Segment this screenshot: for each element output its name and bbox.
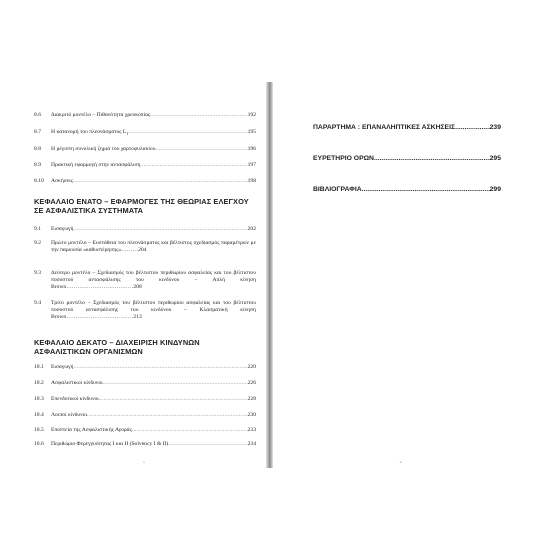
leader-dots xyxy=(87,412,248,419)
entry-number: 8.10 xyxy=(34,178,44,184)
entry-title: Περιθώριο Φερεγγυότητας I και II (Solvency I & II) xyxy=(51,441,169,447)
entry-title: Εισαγωγή xyxy=(51,226,74,232)
entry-page: 198 xyxy=(247,178,256,184)
entry-page: 208 xyxy=(133,284,142,290)
leader-dots xyxy=(73,226,247,233)
entry-title: Ασφαλιστικοί κίνδυνοι xyxy=(51,380,103,386)
toc-entry-10-4 xyxy=(34,412,256,419)
toc-entry-10-1 xyxy=(34,364,256,371)
entry-page: 192 xyxy=(247,112,256,118)
leader-dots xyxy=(362,186,490,194)
entry-title xyxy=(51,129,128,137)
leader-dots xyxy=(374,155,490,163)
entry-number: 8.8 xyxy=(34,146,41,152)
entry-page: 220 xyxy=(247,364,256,370)
entry-page: 234 xyxy=(247,441,256,447)
toc-entry-10-3 xyxy=(34,396,256,403)
leader-dots xyxy=(455,124,490,132)
entry-page: 230 xyxy=(247,412,256,418)
chapter-9-heading: ΚΕΦΑΛΑΙΟ ΕΝΑΤΟ – ΕΦΑΡΜΟΓΕΣ ΤΗΣ ΘΕΩΡΙΑΣ ΕΛΕΓΧΟΥ ΣΕ ΑΣΦΑΛΙΣΤΙΚΑ ΣΥΣΤΗΜΑΤΑ xyxy=(34,197,249,215)
leader-dots xyxy=(140,162,247,169)
entry-page: 226 xyxy=(247,380,256,386)
entry-number: 8.6 xyxy=(34,112,41,118)
entry-page: 213 xyxy=(133,314,142,320)
leader-dots xyxy=(155,146,247,153)
entry-page: 299 xyxy=(489,186,501,193)
book-gutter xyxy=(266,82,273,468)
toc-entry-9-4 xyxy=(34,300,256,321)
leader-dots xyxy=(150,112,247,119)
entry-number: 10.4 xyxy=(34,412,44,418)
entry-page: 239 xyxy=(489,124,501,131)
entry-number: 8.7 xyxy=(34,129,41,135)
toc-entry-9-1 xyxy=(34,226,256,233)
right-page xyxy=(273,82,529,468)
entry-title: Η μέγιστη συνολική ζημιά του χαρτοφυλακίου xyxy=(51,146,156,152)
toc-entry-9-2 xyxy=(34,240,256,254)
entry-title: Πρώτο μοντέλο – Ευστάθεια του πλεονάσματος και βέλτιστος σχεδιασμός παραμέτρων με την παρουσία «καθυστέρησης»………204 xyxy=(51,240,256,253)
toc-entry-10-6 xyxy=(34,441,256,448)
entry-page: 197 xyxy=(247,162,256,168)
entry-title-text: Δεύτερο μοντέλο – Σχεδιασμός του βέλτιστου περιθωρίου ασφαλείας και του βέλτιστου ποσοστού αντασφάλισης του κινδύνου – Απλή κίνηση Brown xyxy=(51,270,256,290)
toc-entry-8-8 xyxy=(34,146,256,153)
entry-title: Πρακτική εφαρμογή στην αντασφάλιση xyxy=(51,162,141,168)
entry-title: Διακριτό μοντέλο – Πιθανότητα χρεοκοπίας xyxy=(51,112,151,118)
entry-number: 10.5 xyxy=(34,427,44,433)
entry-title: ΒΙΒΛΙΟΓΡΑΦΙΑ xyxy=(313,186,362,193)
entry-title: Ασκήσεις xyxy=(51,178,73,184)
entry-page: 196 xyxy=(247,146,256,152)
entry-page: 295 xyxy=(489,155,501,162)
entry-page: 202 xyxy=(247,226,256,232)
entry-title: Λοιποί κίνδυνοι xyxy=(51,412,87,418)
page-number: xi xyxy=(399,460,403,464)
entry-page: 233 xyxy=(247,427,256,433)
entry-title: Δεύτερο μοντέλο – Σχεδιασμός του βέλτιστου περιθωρίου ασφαλείας και του βέλτιστου ποσοστού αντασφάλισης του κινδύνου – Απλή κίνηση Brown………………………………208 xyxy=(51,270,256,290)
entry-title: Επενδυτικοί κίνδυνοι xyxy=(51,396,99,402)
toc-entry-appendix xyxy=(313,124,501,132)
entry-subscript: 1 xyxy=(126,131,129,137)
entry-title: ΠΑΡΑΡΤΗΜΑ : ΕΠΑΝΑΛΗΠΤΙΚΕΣ ΑΣΚΗΣΕΙΣ xyxy=(313,124,456,131)
entry-number: 9.3 xyxy=(34,270,41,276)
entry-number: 9.1 xyxy=(34,226,41,232)
toc-entry-10-5 xyxy=(34,427,256,434)
entry-title-text: Η κατανομή του πλεονάσματος L xyxy=(51,129,127,135)
entry-title: Τρίτο μοντέλο – Σχεδιασμός του βέλτιστου περιθωρίου ασφαλείας και του βέλτιστου ποσοστού αντασφάλισης του κινδύνου – Κλασματική κίνηση Brown………………………………213 xyxy=(51,300,256,320)
entry-page: 204 xyxy=(138,247,147,253)
leader-dots xyxy=(168,441,247,448)
toc-entry-8-6 xyxy=(34,112,256,119)
entry-number: 9.4 xyxy=(34,300,41,306)
entry-title-text: Πρώτο μοντέλο – Ευστάθεια του πλεονάσματος και βέλτιστος σχεδιασμός παραμέτρων με την παρουσία «καθυστέρησης» xyxy=(51,240,256,253)
leader-dots xyxy=(73,178,248,185)
entry-number: 10.6 xyxy=(34,441,44,447)
toc-entry-index xyxy=(313,155,501,163)
leader-dots xyxy=(132,427,248,434)
toc-entry-8-7 xyxy=(34,129,256,137)
leader-dots xyxy=(99,396,248,403)
leader-dots xyxy=(103,380,248,387)
entry-title: Εποπτεία της Ασφαλιστικής Αγοράς xyxy=(51,427,132,433)
entry-title: ΕΥΡΕΤΗΡΙΟ ΟΡΩΝ xyxy=(313,155,374,162)
toc-entry-8-10 xyxy=(34,178,256,185)
entry-title-text: Τρίτο μοντέλο – Σχεδιασμός του βέλτιστου περιθωρίου ασφαλείας και του βέλτιστου ποσοστού αντασφάλισης του κινδύνου – Κλασματική κίνηση Brown xyxy=(51,300,256,320)
entry-number: 8.9 xyxy=(34,162,41,168)
entry-title: Εισαγωγή xyxy=(51,364,74,370)
toc-entry-10-2 xyxy=(34,380,256,387)
toc-entry-8-9 xyxy=(34,162,256,169)
leader-dots xyxy=(128,129,247,136)
left-page xyxy=(22,82,266,468)
entry-number: 10.1 xyxy=(34,364,44,370)
leader-dots xyxy=(73,364,247,371)
entry-page: 195 xyxy=(247,129,256,135)
chapter-10-heading: ΚΕΦΑΛΑΙΟ ΔΕΚΑΤΟ – ΔΙΑΧΕΙΡΙΣΗ ΚΙΝΔΥΝΩΝ ΑΣΦΑΛΙΣΤΙΚΩΝ ΟΡΓΑΝΙΣΜΩΝ xyxy=(34,338,200,356)
toc-entry-9-3 xyxy=(34,270,256,291)
entry-number: 9.2 xyxy=(34,240,41,246)
entry-number: 10.3 xyxy=(34,396,44,402)
page-number: x xyxy=(143,460,145,464)
toc-entry-bibliography xyxy=(313,186,501,194)
entry-page: 228 xyxy=(247,396,256,402)
entry-number: 10.2 xyxy=(34,380,44,386)
